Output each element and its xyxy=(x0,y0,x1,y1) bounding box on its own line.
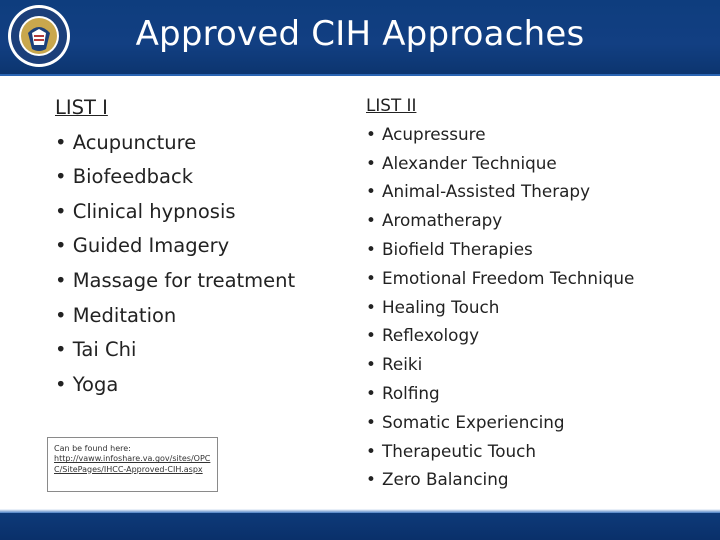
list-item: • Somatic Experiencing xyxy=(366,408,706,437)
slide-title: Approved CIH Approaches xyxy=(135,14,585,54)
bullet-icon: • xyxy=(366,181,376,202)
bullet-icon: • xyxy=(366,325,376,346)
bullet-icon: • xyxy=(366,382,376,403)
list-item: • Therapeutic Touch xyxy=(366,437,706,466)
list-item: • Animal-Assisted Therapy xyxy=(366,177,706,206)
list-item: • Acupressure xyxy=(366,120,706,149)
bullet-icon: • xyxy=(366,411,376,432)
list-item: • Alexander Technique xyxy=(366,149,706,178)
header-divider xyxy=(0,74,720,76)
list-item: • Aromatherapy xyxy=(366,206,706,235)
bullet-icon: • xyxy=(55,130,67,154)
list-item: • Guided Imagery xyxy=(55,234,230,258)
bullet-icon: • xyxy=(366,296,376,317)
list-one xyxy=(55,91,355,402)
bullet-icon: • xyxy=(55,338,67,362)
list-item: • Zero Balancing xyxy=(366,465,706,494)
list-item: • Reflexology xyxy=(366,321,706,350)
bullet-icon: • xyxy=(366,440,376,461)
bullet-icon: • xyxy=(366,354,376,375)
bullet-icon: • xyxy=(366,152,376,173)
reference-box xyxy=(47,437,218,492)
list-item: • Yoga xyxy=(55,372,119,396)
bullet-icon: • xyxy=(55,372,67,396)
bullet-icon: • xyxy=(55,234,67,258)
list-item: • Massage for treatment xyxy=(55,268,296,292)
reference-link[interactable]: http://vaww.infoshare.va.gov/sites/OPCC/SitePages/IHCC-Approved-CIH.aspx xyxy=(54,454,211,474)
list-one-heading: LIST I xyxy=(55,96,108,119)
list-item: • Biofield Therapies xyxy=(366,235,706,264)
bullet-icon: • xyxy=(366,210,376,231)
bullet-icon: • xyxy=(366,238,376,259)
list-item: • Emotional Freedom Technique xyxy=(366,264,706,293)
reference-label: Can be found here: xyxy=(54,444,131,453)
list-item: • Rolfing xyxy=(366,379,706,408)
bullet-icon: • xyxy=(55,268,67,292)
bullet-icon: • xyxy=(55,199,67,223)
list-item: • Reiki xyxy=(366,350,706,379)
slide-footer xyxy=(0,513,720,540)
list-item: • Biofeedback xyxy=(55,165,194,189)
list-item: • Healing Touch xyxy=(366,293,706,322)
bullet-icon: • xyxy=(366,267,376,288)
bullet-icon: • xyxy=(55,165,67,189)
list-two-heading: LIST II xyxy=(366,95,417,115)
bullet-icon: • xyxy=(366,123,376,144)
list-item: • Clinical hypnosis xyxy=(55,199,236,223)
list-item: • Meditation xyxy=(55,303,177,327)
list-item: • Tai Chi xyxy=(55,338,137,362)
bullet-icon: • xyxy=(366,469,376,490)
list-two xyxy=(366,91,706,494)
list-item: • Acupuncture xyxy=(55,130,197,154)
bullet-icon: • xyxy=(55,303,67,327)
